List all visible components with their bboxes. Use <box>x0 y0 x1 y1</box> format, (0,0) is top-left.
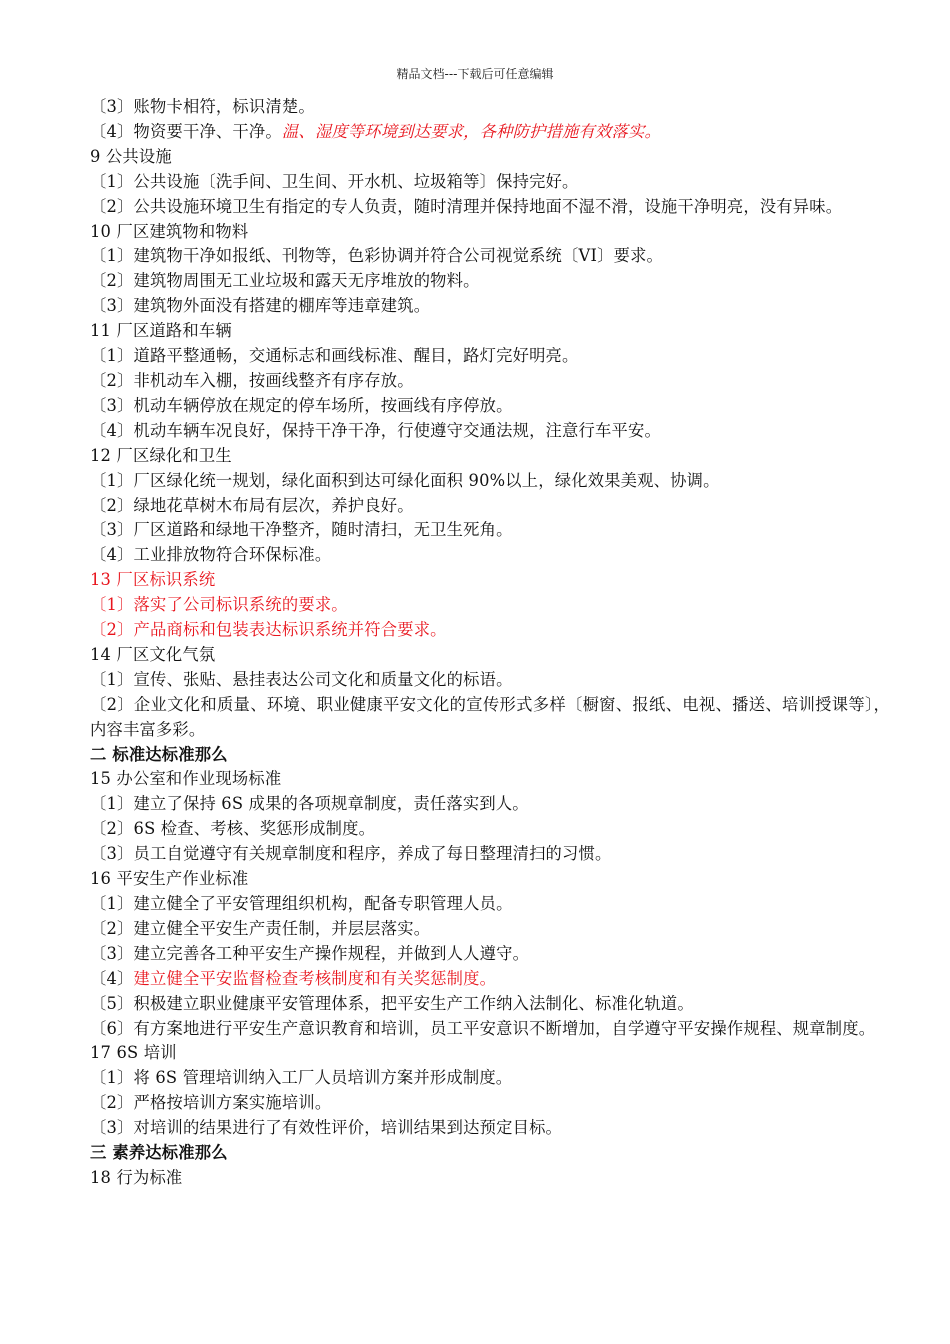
text-span: 〔1〕道路平整通畅，交通标志和画线标准、醒目，路灯完好明亮。 <box>90 346 579 366</box>
text-span: 18 行为标准 <box>90 1167 183 1187</box>
text-span: 9 公共设施 <box>90 146 172 166</box>
text-span: 17 6S 培训 <box>90 1043 177 1063</box>
text-span: 〔2〕绿地花草树木布局有层次，养护良好。 <box>90 495 414 515</box>
text-line <box>90 992 890 1017</box>
text-line <box>90 319 890 344</box>
text-line <box>90 494 890 519</box>
text-span: 〔2〕非机动车入棚，按画线整齐有序存放。 <box>90 370 414 390</box>
text-span: 〔3〕机动车辆停放在规定的停车场所，按画线有序停放。 <box>90 395 513 415</box>
text-line <box>90 1066 890 1091</box>
text-line <box>90 1141 890 1166</box>
text-line <box>90 942 890 967</box>
text-line <box>90 543 890 568</box>
text-line <box>90 518 890 543</box>
text-span: 〔1〕公共设施〔洗手间、卫生间、开水机、垃圾箱等〕保持完好。 <box>90 171 579 191</box>
text-span: 〔3〕账物卡相符，标识清楚。 <box>90 97 315 116</box>
text-span: 〔3〕建立完善各工种平安生产操作规程，并做到人人遵守。 <box>90 943 530 963</box>
text-span: 12 厂区绿化和卫生 <box>90 445 232 465</box>
text-line <box>90 419 890 444</box>
text-line <box>90 344 890 369</box>
text-line <box>90 394 890 419</box>
text-span: 10 厂区建筑物和物料 <box>90 221 249 241</box>
text-span: 〔5〕积极建立职业健康平安管理体系，把平安生产工作纳入法制化、标准化轨道。 <box>90 993 694 1013</box>
text-span: 13 厂区标识系统 <box>90 570 216 590</box>
text-line <box>90 967 890 992</box>
text-span: 〔3〕对培训的结果进行了有效性评价，培训结果到达预定目标。 <box>90 1118 563 1138</box>
text-line <box>90 444 890 469</box>
text-span: 〔2〕严格按培训方案实施培训。 <box>90 1093 332 1113</box>
text-span: 建立健全平安监督检查考核制度和有关奖惩制度。 <box>133 968 497 988</box>
text-line <box>90 842 890 867</box>
text-line <box>90 568 890 593</box>
text-span: 〔2〕建立健全平安生产责任制，并层层落实。 <box>90 918 431 938</box>
text-line <box>90 95 890 120</box>
text-line <box>90 120 890 145</box>
text-span: 二 标准达标准那么 <box>90 744 228 764</box>
text-line <box>90 892 890 917</box>
text-line <box>90 1041 890 1066</box>
text-line <box>90 743 890 768</box>
text-line <box>90 593 890 618</box>
text-span: 温、湿度等环境到达要求，各种防护措施有效落实。 <box>281 121 661 141</box>
text-span: 〔1〕落实了公司标识系统的要求。 <box>90 595 348 615</box>
text-line <box>90 1091 890 1116</box>
text-line <box>90 170 890 195</box>
text-span: 〔4〕工业排放物符合环保标准。 <box>90 545 332 565</box>
text-line <box>90 294 890 319</box>
text-span: 15 办公室和作业现场标准 <box>90 769 282 789</box>
text-span: 14 厂区文化气氛 <box>90 644 216 664</box>
text-span: 〔2〕6S 检查、考核、奖惩形成制度。 <box>90 819 376 839</box>
document-body <box>90 95 890 1191</box>
text-line <box>90 792 890 817</box>
text-span: 〔4〕机动车辆车况良好，保持干净干净，行使遵守交通法规，注意行车平安。 <box>90 420 661 440</box>
text-span: 三 素养达标准那么 <box>90 1143 228 1163</box>
text-span: 〔2〕公共设施环境卫生有指定的专人负责，随时清理并保持地面不湿不滑，设施干净明亮，没有异味。 <box>90 196 843 216</box>
text-line <box>90 867 890 892</box>
text-span: 〔3〕厂区道路和绿地干净整齐，随时清扫，无卫生死角。 <box>90 520 513 540</box>
text-line <box>90 195 890 220</box>
text-span: 〔1〕宣传、张贴、悬挂表达公司文化和质量文化的标语。 <box>90 669 513 689</box>
text-line <box>90 469 890 494</box>
text-span: 11 厂区道路和车辆 <box>90 321 232 341</box>
text-line <box>90 369 890 394</box>
text-span: 〔2〕建筑物周围无工业垃圾和露天无序堆放的物料。 <box>90 271 480 291</box>
text-line <box>90 269 890 294</box>
text-span: 〔1〕建立健全了平安管理组织机构，配备专职管理人员。 <box>90 894 513 913</box>
text-span: 〔4〕 <box>90 968 134 988</box>
text-line <box>90 145 890 170</box>
text-line <box>90 1166 890 1191</box>
text-line <box>90 767 890 792</box>
text-span: 〔1〕将 6S 管理培训纳入工厂人员培训方案并形成制度。 <box>90 1068 513 1088</box>
text-span: 〔4〕物资要干净、干净。 <box>90 121 282 141</box>
text-span: 〔1〕建立了保持 6S 成果的各项规章制度，责任落实到人。 <box>90 794 529 814</box>
text-line <box>90 643 890 668</box>
text-span: 〔6〕有方案地进行平安生产意识教育和培训，员工平安意识不断增加，自学遵守平安操作规程、规章制度。 <box>90 1018 876 1038</box>
text-span: 〔1〕建筑物干净如报纸、刊物等，色彩协调并符合公司视觉系统〔VI〕要求。 <box>90 246 664 266</box>
text-line <box>90 693 890 743</box>
text-span: 〔3〕建筑物外面没有搭建的棚库等违章建筑。 <box>90 296 431 316</box>
text-line <box>90 668 890 693</box>
text-line <box>90 817 890 842</box>
text-line <box>90 917 890 942</box>
page-header: 精品文档---下载后可任意编辑 <box>396 67 554 81</box>
text-line <box>90 1116 890 1141</box>
text-line <box>90 220 890 245</box>
text-span: 16 平安生产作业标准 <box>90 869 249 889</box>
text-line <box>90 618 890 643</box>
text-span: 〔3〕员工自觉遵守有关规章制度和程序，养成了每日整理清扫的习惯。 <box>90 844 612 864</box>
text-span: 〔1〕厂区绿化统一规划，绿化面积到达可绿化面积 90%以上，绿化效果美观、协调。 <box>90 470 720 490</box>
text-line <box>90 244 890 269</box>
text-line <box>90 1017 890 1042</box>
text-span: 〔2〕企业文化和质量、环境、职业健康平安文化的宣传形式多样〔橱窗、报纸、电视、播送、培训授课等〕，内容丰富多彩。 <box>90 694 890 739</box>
text-span: 〔2〕产品商标和包装表达标识系统并符合要求。 <box>90 620 447 640</box>
